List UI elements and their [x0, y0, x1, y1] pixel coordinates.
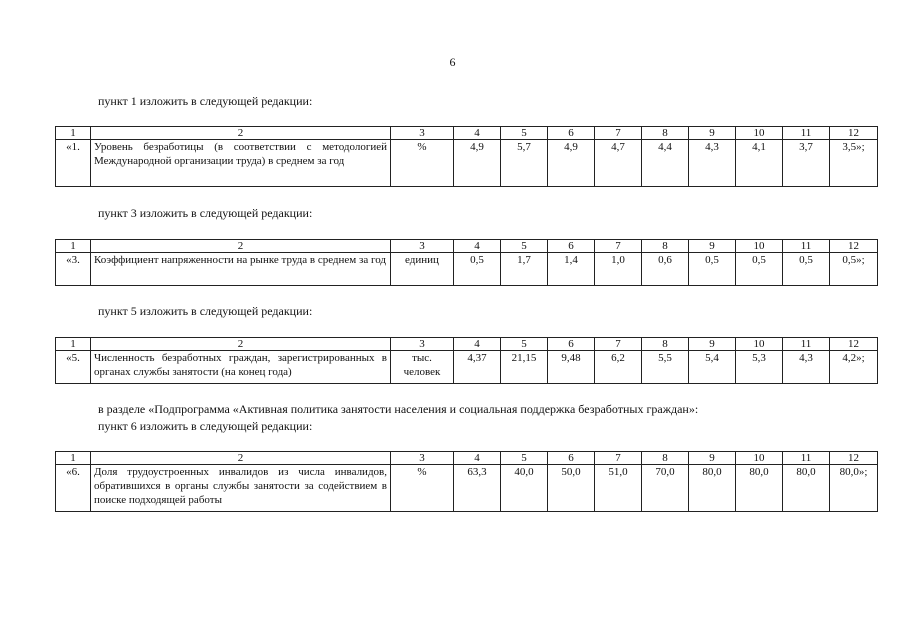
value-cell: 70,0	[642, 465, 689, 512]
column-number: 3	[391, 452, 454, 465]
value-cell: 1,7	[501, 253, 548, 286]
value-cell: 80,0	[736, 465, 783, 512]
column-number: 9	[689, 452, 736, 465]
column-number: 5	[501, 240, 548, 253]
column-number: 8	[642, 452, 689, 465]
column-number: 3	[391, 127, 454, 140]
value-cell: 21,15	[501, 351, 548, 384]
value-cell: 0,6	[642, 253, 689, 286]
column-number: 4	[454, 240, 501, 253]
column-number: 9	[689, 338, 736, 351]
column-number: 5	[501, 127, 548, 140]
value-cell: 5,7	[501, 140, 548, 187]
indicator-name: Коэффициент напряженности на рынке труда в среднем за год	[91, 253, 391, 286]
column-number: 11	[783, 240, 830, 253]
value-cell: 4,3	[783, 351, 830, 384]
value-cell: 9,48	[548, 351, 595, 384]
value-cell: 4,9	[454, 140, 501, 187]
value-cell: 4,9	[548, 140, 595, 187]
column-number: 8	[642, 127, 689, 140]
row-number: «3.	[56, 253, 91, 286]
column-number: 9	[689, 240, 736, 253]
value-cell: 0,5	[689, 253, 736, 286]
column-number: 7	[595, 127, 642, 140]
column-number: 3	[391, 240, 454, 253]
value-cell: 4,2»;	[830, 351, 878, 384]
column-number: 7	[595, 452, 642, 465]
column-number: 5	[501, 338, 548, 351]
value-cell: 0,5»;	[830, 253, 878, 286]
value-cell: 80,0	[689, 465, 736, 512]
unit: %	[391, 140, 454, 187]
column-number: 1	[56, 452, 91, 465]
column-number: 7	[595, 240, 642, 253]
value-cell: 6,2	[595, 351, 642, 384]
column-number: 6	[548, 452, 595, 465]
column-number: 6	[548, 240, 595, 253]
column-number: 1	[56, 338, 91, 351]
section-1-intro: пункт 1 изложить в следующей редакции:	[98, 94, 313, 108]
table-row	[56, 465, 878, 512]
column-number: 11	[783, 338, 830, 351]
value-cell: 5,3	[736, 351, 783, 384]
value-cell: 51,0	[595, 465, 642, 512]
column-number-row	[56, 452, 878, 465]
value-cell: 50,0	[548, 465, 595, 512]
value-cell: 0,5	[783, 253, 830, 286]
column-number: 10	[736, 240, 783, 253]
value-cell: 5,4	[689, 351, 736, 384]
column-number: 11	[783, 127, 830, 140]
column-number: 9	[689, 127, 736, 140]
indicator-table-3	[55, 337, 878, 384]
value-cell: 4,4	[642, 140, 689, 187]
column-number: 10	[736, 452, 783, 465]
table-row	[56, 351, 878, 384]
column-number-row	[56, 338, 878, 351]
row-number: «6.	[56, 465, 91, 512]
column-number: 4	[454, 338, 501, 351]
column-number: 4	[454, 127, 501, 140]
table-row	[56, 253, 878, 286]
column-number: 2	[91, 240, 391, 253]
section-3-intro: пункт 5 изложить в следующей редакции:	[98, 304, 313, 318]
column-number: 10	[736, 338, 783, 351]
value-cell: 4,37	[454, 351, 501, 384]
value-cell: 3,5»;	[830, 140, 878, 187]
value-cell: 4,1	[736, 140, 783, 187]
row-number: «1.	[56, 140, 91, 187]
section-2-intro: пункт 3 изложить в следующей редакции:	[98, 206, 313, 220]
indicator-name: Уровень безработицы (в соответствии с методологией Международной организации труда) в среднем за год	[91, 140, 391, 187]
column-number: 3	[391, 338, 454, 351]
section-4-intro-line-2: пункт 6 изложить в следующей редакции:	[98, 419, 313, 433]
column-number: 12	[830, 127, 878, 140]
value-cell: 0,5	[736, 253, 783, 286]
row-number: «5.	[56, 351, 91, 384]
indicator-name: Численность безработных граждан, зарегистрированных в органах службы занятости (на конец года)	[91, 351, 391, 384]
value-cell: 80,0»;	[830, 465, 878, 512]
value-cell: 0,5	[454, 253, 501, 286]
column-number: 5	[501, 452, 548, 465]
column-number: 2	[91, 127, 391, 140]
column-number: 6	[548, 338, 595, 351]
unit: единиц	[391, 253, 454, 286]
column-number: 1	[56, 240, 91, 253]
value-cell: 3,7	[783, 140, 830, 187]
column-number: 6	[548, 127, 595, 140]
column-number: 1	[56, 127, 91, 140]
page-number: 6	[449, 55, 456, 69]
unit: тыс. человек	[391, 351, 454, 384]
column-number: 12	[830, 338, 878, 351]
value-cell: 80,0	[783, 465, 830, 512]
indicator-table-2	[55, 239, 878, 286]
column-number: 7	[595, 338, 642, 351]
indicator-name: Доля трудоустроенных инвалидов из числа инвалидов, обратившихся в органы службы занятости за содействием в поиске подходящей работы	[91, 465, 391, 512]
column-number: 4	[454, 452, 501, 465]
value-cell: 4,3	[689, 140, 736, 187]
value-cell: 5,5	[642, 351, 689, 384]
unit: %	[391, 465, 454, 512]
column-number: 8	[642, 240, 689, 253]
column-number: 12	[830, 452, 878, 465]
column-number-row	[56, 127, 878, 140]
value-cell: 63,3	[454, 465, 501, 512]
column-number: 10	[736, 127, 783, 140]
value-cell: 1,0	[595, 253, 642, 286]
column-number: 12	[830, 240, 878, 253]
section-4-intro: в разделе «Подпрограмма «Активная политика занятости населения и социальная поддержка безработных граждан»:	[98, 402, 699, 416]
column-number: 8	[642, 338, 689, 351]
column-number: 2	[91, 338, 391, 351]
indicator-table-1	[55, 126, 878, 187]
value-cell: 1,4	[548, 253, 595, 286]
value-cell: 40,0	[501, 465, 548, 512]
table-row	[56, 140, 878, 187]
column-number: 11	[783, 452, 830, 465]
indicator-table-4	[55, 451, 878, 512]
column-number-row	[56, 240, 878, 253]
value-cell: 4,7	[595, 140, 642, 187]
column-number: 2	[91, 452, 391, 465]
